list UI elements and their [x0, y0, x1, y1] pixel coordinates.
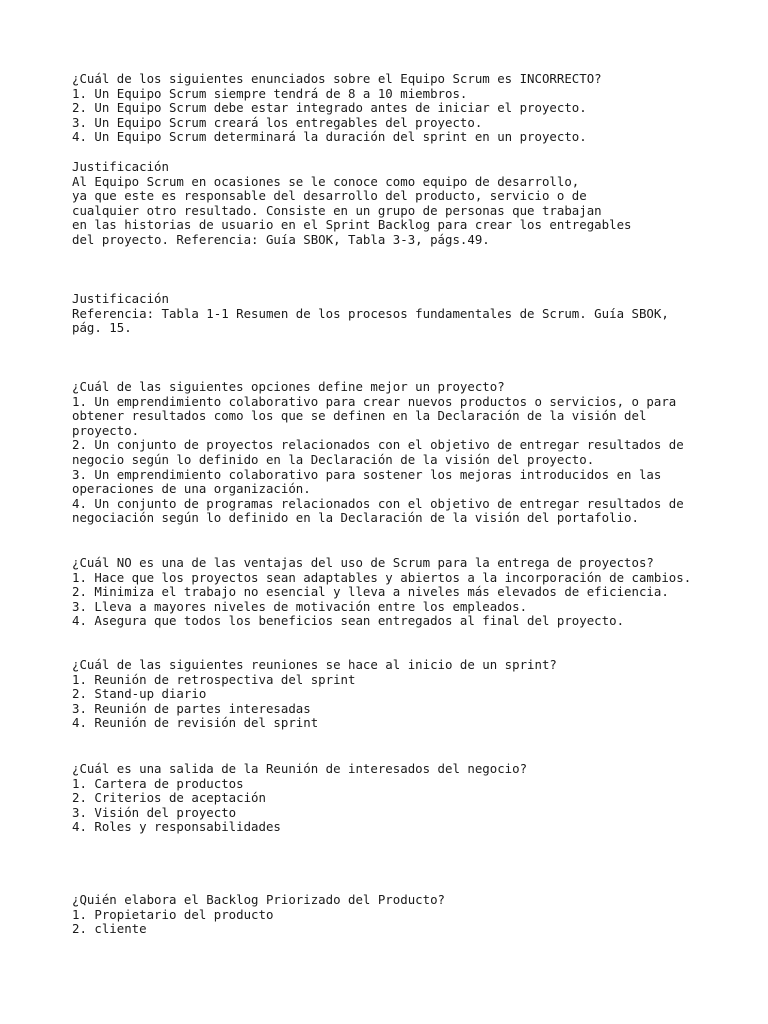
answer-option: 4. Un Equipo Scrum determinará la duración del sprint en un proyecto.: [72, 129, 587, 145]
answer-option: 3. Un emprendimiento colaborativo para sostener los mejoras introducidos en las: [72, 466, 662, 482]
answer-option: 3. Lleva a mayores niveles de motivación entre los empleados.: [72, 598, 528, 614]
answer-option: 1. Hace que los proyectos sean adaptables y abiertos a la incorporación de cambios.: [72, 569, 692, 585]
answer-option: 2. Stand-up diario: [72, 686, 207, 702]
question-text: ¿Cuál de las siguientes opciones define mejor un proyecto?: [72, 379, 505, 394]
answer-option: 2. Criterios de aceptación: [72, 790, 266, 806]
answer-option: 3. Un Equipo Scrum creará los entregables del proyecto.: [72, 114, 483, 130]
question-incorrect-scrum-team: [72, 72, 712, 145]
justification-scrum-team: [72, 160, 712, 248]
question-stakeholder-meeting-output: [72, 762, 712, 835]
answer-option: 4. Asegura que todos los beneficios sean entregados al final del proyecto.: [72, 613, 625, 629]
answer-option: operaciones de una organización.: [72, 481, 311, 497]
answer-option: proyecto.: [72, 422, 140, 438]
answer-option: 4. Roles y responsabilidades: [72, 819, 281, 835]
answer-option: 1. Cartera de productos: [72, 775, 244, 791]
justification-heading: Justificación: [72, 159, 169, 174]
justification-text: en las historias de usuario en el Sprint Backlog para crear los entregables: [72, 217, 632, 233]
answer-option: 4. Reunión de revisión del sprint: [72, 715, 319, 731]
answer-option: negocio según lo definido en la Declaración de la visión del proyecto.: [72, 451, 595, 467]
answer-option: 1. Un Equipo Scrum siempre tendrá de 8 a 10 miembros.: [72, 85, 468, 101]
justification-text: pág. 15.: [72, 320, 132, 336]
answer-option: 3. Visión del proyecto: [72, 804, 237, 820]
question-text: ¿Cuál de las siguientes reuniones se hace al inicio de un sprint?: [72, 657, 557, 672]
justification-text: Referencia: Tabla 1-1 Resumen de los procesos fundamentales de Scrum. Guía SBOK,: [72, 305, 669, 321]
justification-text: cualquier otro resultado. Consiste en un grupo de personas que trabajan: [72, 202, 602, 218]
question-backlog-owner: [72, 893, 712, 937]
question-text: ¿Cuál NO es una de las ventajas del uso de Scrum para la entrega de proyectos?: [72, 555, 654, 570]
question-text: ¿Quién elabora el Backlog Priorizado del Producto?: [72, 892, 445, 907]
answer-option: 2. Minimiza el trabajo no esencial y lleva a niveles más elevados de eficiencia.: [72, 584, 669, 600]
answer-option: 2. Un Equipo Scrum debe estar integrado antes de iniciar el proyecto.: [72, 100, 587, 116]
answer-option: 1. Propietario del producto: [72, 906, 274, 922]
answer-option: 1. Reunión de retrospectiva del sprint: [72, 671, 356, 687]
answer-option: obtener resultados como los que se definen en la Declaración de la visión del: [72, 408, 647, 424]
question-scrum-advantages: [72, 556, 712, 629]
answer-option: 2. Un conjunto de proyectos relacionados con el objetivo de entregar resultados de: [72, 437, 684, 453]
answer-option: 3. Reunión de partes interesadas: [72, 700, 311, 716]
question-text: ¿Cuál es una salida de la Reunión de interesados del negocio?: [72, 761, 528, 776]
question-sprint-start-meeting: [72, 658, 712, 731]
justification-text: del proyecto. Referencia: Guía SBOK, Tabla 3-3, págs.49.: [72, 231, 490, 247]
answer-option: negociación según lo definido en la Declaración de la visión del portafolio.: [72, 510, 639, 526]
justification-heading: Justificación: [72, 291, 169, 306]
question-project-definition: [72, 380, 712, 526]
justification-text: ya que este es responsable del desarrollo del producto, servicio o de: [72, 188, 587, 204]
answer-option: 2. cliente: [72, 921, 147, 937]
answer-option: 1. Un emprendimiento colaborativo para crear nuevos productos o servicios, o para: [72, 393, 677, 409]
question-text: ¿Cuál de los siguientes enunciados sobre el Equipo Scrum es INCORRECTO?: [72, 71, 602, 86]
justification-text: Al Equipo Scrum en ocasiones se le conoce como equipo de desarrollo,: [72, 173, 580, 189]
answer-option: 4. Un conjunto de programas relacionados con el objetivo de entregar resultados de: [72, 495, 684, 511]
justification-reference: [72, 292, 712, 336]
